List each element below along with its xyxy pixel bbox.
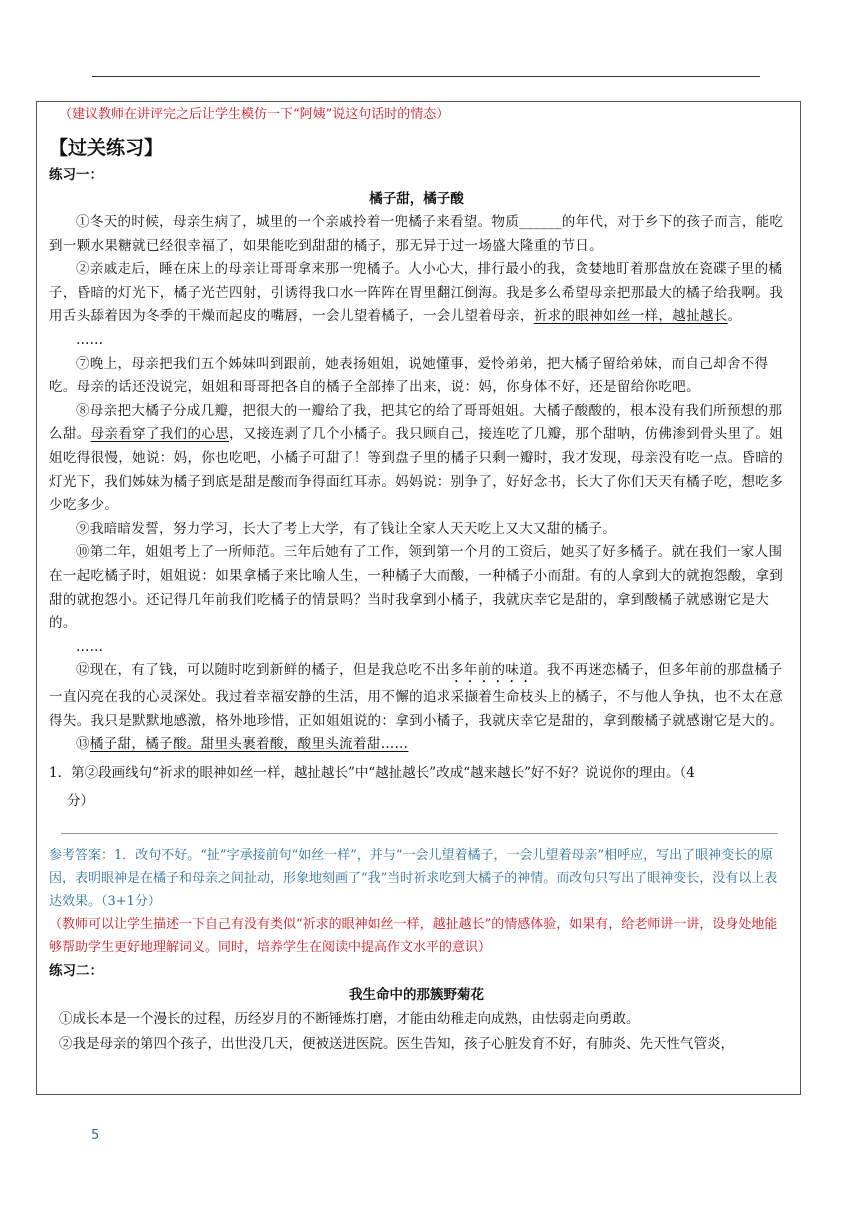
paragraph-8-rest: ，又接连剥了几个小橘子。我只顾自己，接连吃了几瓣，那个甜呐，仿佛渗到骨头里了。姐姐吃得很慢，她说：妈，你也吃吧，小橘子可甜了！等到盘子里的橘子只剩一瓣时，我才发现，母亲没有吃一点。昏暗的灯光下，我们姊妹为橘子到底是甜是酸而争得面红耳赤。妈妈说：别争了，好好念书，长大了你们天天有橘子吃，想吃多少吃多少。 [49, 426, 784, 514]
paragraph-2-text: ②亲戚走后，睡在床上的母亲让哥哥拿来那一兜橘子。人小心大，排行最小的我，贪婪地盯着那盘放在瓷碟子里的橘子，昏暗的灯光下，橘子光芒四射，引诱得我口水一阵阵在胃里翻江倒海。我是多么希望母亲把那最大的橘子给我啊。我用舌头舔着因为冬季的干燥而起皮的嘴唇，一会儿望着橘子，一会儿望着母亲， [49, 261, 784, 325]
paragraph-8 [49, 400, 784, 518]
underlined-sentence: 橘子甜，橘子酸。甜里头裹着酸，酸里头流着甜…… [89, 736, 409, 753]
ellipsis: …… [76, 331, 103, 348]
paragraph-2 [49, 258, 784, 329]
paragraph-13 [49, 733, 784, 757]
reference-answer: 参考答案：1．改句不好。“扯”字承接前句“如丝一样”，并与“一会儿望着橘子，一会儿望着母亲”相呼应，写出了眼神变长的原因，表明眼神是在橘子和母亲之间扯动，形象地刻画了“我”当时祈求吃到大橘子的神情。而改句只写出了眼神变长，没有以上表达效果。（3+1分） [49, 848, 778, 910]
underlined-phrase: 母亲看穿了我们的心思 [90, 426, 230, 443]
section-title: 【过关练习】 [49, 137, 164, 159]
ellipsis: …… [76, 638, 103, 655]
header-rule [92, 76, 760, 77]
teacher-note: （建议教师在讲评完之后让学生模仿一下“阿姨”说这句话时的情态） [59, 107, 450, 122]
paragraph-7: ⑦晚上，母亲把我们五个姊妹叫到跟前，她表扬姐姐，说她懂事，爱怜弟弟，把大橘子留给弟妹，而自己却舍不得吃。母亲的话还没说完，姐姐和哥哥把各自的橘子全部捧了出来，说：妈，你身体不好，还是留给你吃吧。 [49, 355, 769, 396]
paragraph-1: ①冬天的时候，母亲生病了，城里的一个亲戚拎着一兜橘子来看望。物质______的年代，对于乡下的孩子而言，能吃到一颗水果糖就已经很幸福了，如果能吃到甜甜的橘子，那无异于过一场盛大隆重的节日。 [49, 214, 784, 254]
dotted-phrase: 多年前的味道 [449, 662, 534, 679]
teacher-hint: （教师可以让学生描述一下自己有没有类似“祈求的眼神如丝一样，越扯越长”的情感体验，如果有，给老师讲一讲，设身处地能够帮助学生更好地理解词义。同时，培养学生在阅读中提高作文水平的意识） [49, 917, 778, 956]
exercise-one [49, 163, 784, 959]
exercise-two [49, 959, 784, 1057]
answer-divider [61, 833, 778, 834]
paragraph-2: ②我是母亲的第四个孩子，出世没几天，便被送进医院。医生告知，孩子心脏发育不好，有肺炎、先天性气管炎， [59, 1036, 734, 1053]
passage-title: 我生命中的那簇野菊花 [349, 987, 484, 1004]
question-1: 1．第②段画线句“祈求的眼神如丝一样，越扯越长”中“越扯越长”改成“越来越长”好不好？说说你的理由。（4 [49, 765, 695, 782]
question-score: 分） [67, 793, 94, 810]
paragraph-2-end: 。 [727, 308, 742, 325]
paragraph-13-number: ⑬ [76, 736, 90, 753]
paragraph-12-text: ⑫现在，有了钱，可以随时吃到新鲜的橘子，但是我总吃不出 [76, 662, 450, 679]
page-number: 5 [91, 1128, 100, 1143]
paragraph-9: ⑨我暗暗发誓，努力学习，长大了考上大学，有了钱让全家人天天吃上又大又甜的橘子。 [76, 520, 617, 537]
exercise-label: 练习二： [49, 963, 103, 980]
passage-title: 橘子甜，橘子酸 [369, 191, 464, 207]
exercise-label: 练习一： [49, 167, 103, 183]
underlined-sentence: 祈求的眼神如丝一样，越扯越长 [533, 308, 728, 325]
paragraph-12 [49, 659, 784, 733]
paragraph-8-text: ⑧母亲把大橘子分成几瓣，把很大的一瓣给了我，把其它的给了哥哥姐姐。大橘子酸酸的，根本没有我们所预想的那么甜。 [49, 402, 783, 443]
paragraph-10: ⑩第二年，姐姐考上了一所师范。三年后她有了工作，领到第一个月的工资后，她买了好多橘子。就在我们一家人围在一起吃橘子时，姐姐说：如果拿橘子来比喻人生，一种橘子大而酸，一种橘子小而甜。有的人拿到大的就抱怨酸，拿到甜的就抱怨小。还记得几年前我们吃橘子的情景吗？当时我拿到小橘子，我就庆幸它是甜的，拿到酸橘子就感谢它是大的。 [49, 544, 784, 632]
paragraph-12-rest: 。我不再迷恋橘子，但多年前的那盘橘子一直闪亮在我的心灵深处。我过着幸福安静的生活，用不懈的追求采撷着生命枝头上的橘子，不与他人争执，也不太在意得失。我只是默默地感激，格外地珍惜，正如姐姐说的：拿到小橘子，我就庆幸它是甜的，拿到酸橘子就感谢它是大的。 [49, 662, 784, 729]
paragraph-1: ①成长本是一个漫长的过程，历经岁月的不断锤炼打磨，才能由幼稚走向成熟，由怯弱走向勇敢。 [59, 1011, 640, 1028]
content-box [36, 101, 801, 1095]
